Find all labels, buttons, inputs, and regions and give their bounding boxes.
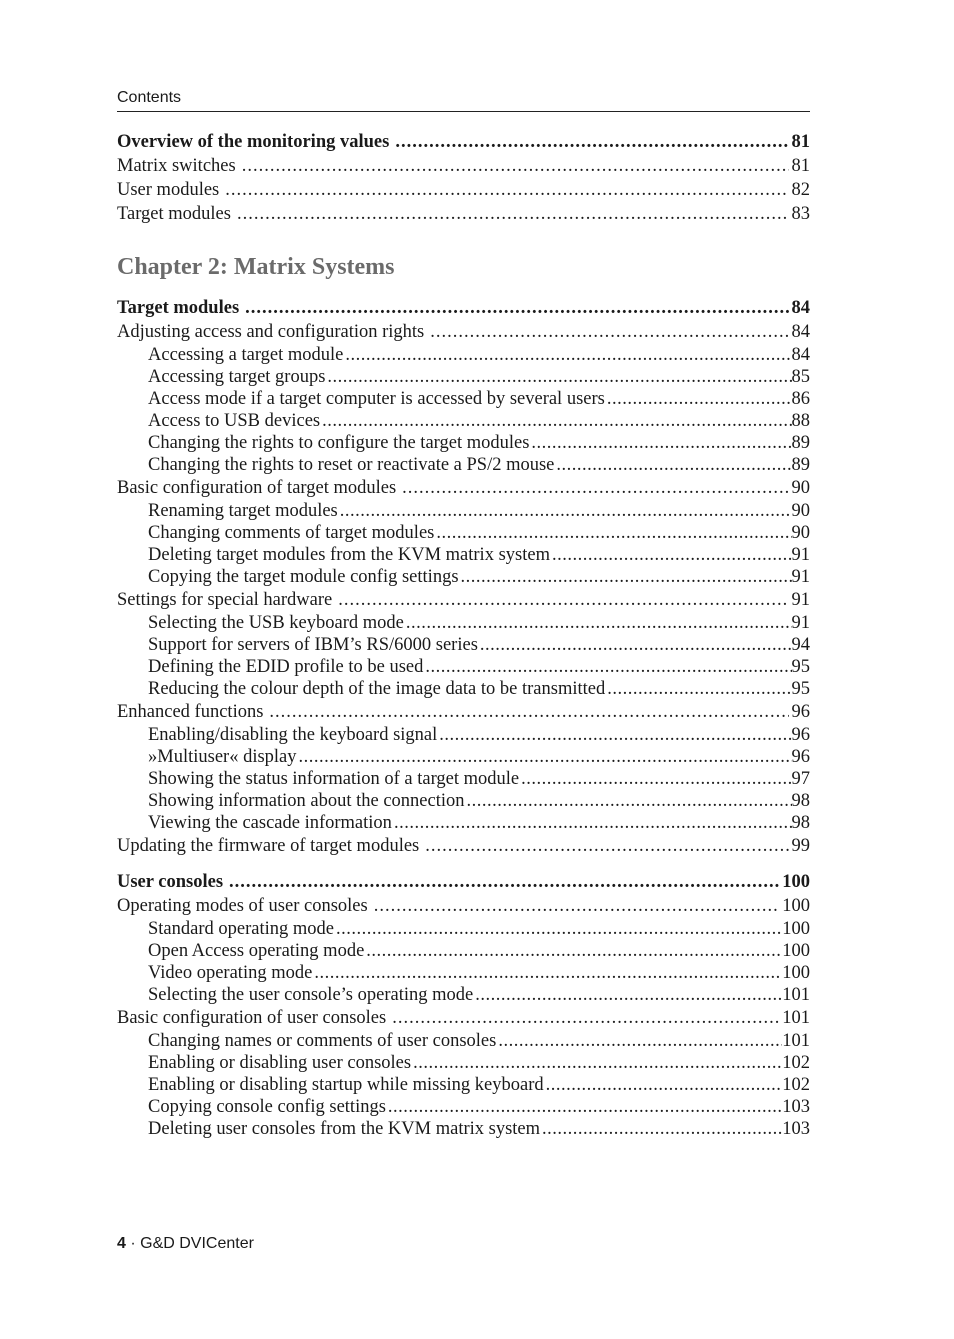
toc-entry-title: Showing information about the connection xyxy=(148,791,465,811)
toc-entry-title: Viewing the cascade information xyxy=(148,813,392,833)
toc-entry-title: Changing names or comments of user consoles xyxy=(148,1031,497,1051)
toc-entry[interactable] xyxy=(117,700,810,724)
toc-page-number: 103 xyxy=(782,1097,810,1117)
toc-page-number: 98 xyxy=(791,813,810,833)
dot-leader xyxy=(531,432,791,454)
toc-page-number: 90 xyxy=(791,523,810,543)
dot-leader xyxy=(229,870,779,894)
dot-leader xyxy=(406,612,792,634)
toc-entry-title: Changing the rights to reset or reactivate a PS/2 mouse xyxy=(148,455,555,475)
dot-leader xyxy=(394,812,792,834)
dot-leader xyxy=(436,522,791,544)
toc-entry[interactable] xyxy=(117,130,810,154)
toc-subentry[interactable] xyxy=(117,344,810,366)
dot-leader xyxy=(430,320,788,344)
toc-entry-title: Overview of the monitoring values xyxy=(117,132,390,152)
toc-page-number: 100 xyxy=(782,963,810,983)
toc-page-number: 90 xyxy=(791,478,810,498)
toc-entry[interactable] xyxy=(117,154,810,178)
toc-subentry[interactable] xyxy=(117,1118,810,1140)
toc-subentry[interactable] xyxy=(117,500,810,522)
dot-leader xyxy=(392,1006,779,1030)
toc-page-number: 83 xyxy=(791,204,810,224)
dot-leader xyxy=(269,700,788,724)
toc-subentry[interactable] xyxy=(117,1096,810,1118)
dot-leader xyxy=(388,1096,782,1118)
toc-subentry[interactable] xyxy=(117,724,810,746)
toc-page-number: 86 xyxy=(791,389,810,409)
toc-subentry[interactable] xyxy=(117,544,810,566)
toc-page-number: 81 xyxy=(791,132,810,152)
toc-entry[interactable] xyxy=(117,296,810,320)
toc-page-number: 100 xyxy=(782,919,810,939)
toc-entry-title: Adjusting access and configuration rights xyxy=(117,322,425,342)
toc-subentry[interactable] xyxy=(117,678,810,700)
dot-leader xyxy=(245,296,788,320)
toc-entry-title: Standard operating mode xyxy=(148,919,334,939)
toc-subentry[interactable] xyxy=(117,522,810,544)
dot-leader xyxy=(413,1052,782,1074)
toc-subentry[interactable] xyxy=(117,388,810,410)
dot-leader xyxy=(338,588,788,612)
toc-page-number: 94 xyxy=(791,635,810,655)
toc-entry[interactable] xyxy=(117,834,810,858)
toc-subentry[interactable] xyxy=(117,812,810,834)
toc-subentry[interactable] xyxy=(117,1030,810,1052)
dot-leader xyxy=(322,410,791,432)
toc-subentry[interactable] xyxy=(117,566,810,588)
toc-entry-title: Defining the EDID profile to be used xyxy=(148,657,424,677)
dot-leader xyxy=(439,724,791,746)
toc-page-number: 96 xyxy=(791,725,810,745)
toc-entry-title: User consoles xyxy=(117,872,224,892)
toc-page-number: 91 xyxy=(791,613,810,633)
dot-leader xyxy=(607,388,792,410)
dot-leader xyxy=(340,500,792,522)
toc-page-number: 81 xyxy=(791,156,810,176)
toc-entry-title: Matrix switches xyxy=(117,156,236,176)
toc-subentry[interactable] xyxy=(117,1052,810,1074)
toc-page-number: 91 xyxy=(791,545,810,565)
toc-entry-title: Enabling/disabling the keyboard signal xyxy=(148,725,438,745)
toc-entry-title: Changing the rights to configure the target modules xyxy=(148,433,530,453)
toc-page-number: 89 xyxy=(791,455,810,475)
toc-entry-title: Reducing the colour depth of the image data to be transmitted xyxy=(148,679,606,699)
toc-entry[interactable] xyxy=(117,870,810,894)
toc-subentry[interactable] xyxy=(117,656,810,678)
toc-subentry[interactable] xyxy=(117,940,810,962)
toc-page-number: 82 xyxy=(791,180,810,200)
toc-entry-title: Access to USB devices xyxy=(148,411,321,431)
toc-page-number: 102 xyxy=(782,1053,810,1073)
toc-entry-title: Updating the firmware of target modules xyxy=(117,836,420,856)
toc-entry-title: Accessing a target module xyxy=(148,345,344,365)
toc-page-number: 101 xyxy=(782,1008,810,1028)
toc-page-number: 85 xyxy=(791,367,810,387)
toc-entry-title: Access mode if a target computer is accessed by several users xyxy=(148,389,605,409)
toc-entry-title: »Multiuser« display xyxy=(148,747,297,767)
toc-entry-title: Open Access operating mode xyxy=(148,941,365,961)
toc-subentry[interactable] xyxy=(117,410,810,432)
toc-entry-title: Video operating mode xyxy=(148,963,313,983)
toc-entry-title: Basic configuration of target modules xyxy=(117,478,397,498)
dot-leader xyxy=(242,154,789,178)
dot-leader xyxy=(237,202,789,226)
toc-subentry[interactable] xyxy=(117,746,810,768)
toc-spacer xyxy=(117,858,810,870)
dot-leader xyxy=(521,768,791,790)
toc-page-number: 95 xyxy=(791,679,810,699)
dot-leader xyxy=(299,746,792,768)
toc-page-number: 84 xyxy=(791,298,810,318)
toc-entry-title: Support for servers of IBM’s RS/6000 series xyxy=(148,635,478,655)
dot-leader xyxy=(345,344,791,366)
toc-entry-title: Enabling or disabling startup while missing keyboard xyxy=(148,1075,544,1095)
dot-leader xyxy=(374,894,780,918)
toc-page-number: 101 xyxy=(782,1031,810,1051)
footer-product-name: G&D DVICenter xyxy=(140,1235,254,1252)
toc-entry-title: Accessing target groups xyxy=(148,367,326,387)
toc-entry[interactable] xyxy=(117,476,810,500)
toc-page-number: 91 xyxy=(791,567,810,587)
toc-page-number: 88 xyxy=(791,411,810,431)
toc-page-number: 99 xyxy=(791,836,810,856)
toc-entry[interactable] xyxy=(117,202,810,226)
dot-leader xyxy=(225,178,788,202)
footer-separator: · xyxy=(125,1235,141,1252)
toc-subentry[interactable] xyxy=(117,918,810,940)
dot-leader xyxy=(552,544,792,566)
toc-subentry[interactable] xyxy=(117,634,810,656)
toc-subentry[interactable] xyxy=(117,1074,810,1096)
toc-subentry[interactable] xyxy=(117,454,810,476)
toc-page-number: 102 xyxy=(782,1075,810,1095)
toc-entry[interactable] xyxy=(117,588,810,612)
running-header: Contents xyxy=(117,89,810,112)
toc-entry-title: Copying console config settings xyxy=(148,1097,386,1117)
toc-entry-title: Showing the status information of a target module xyxy=(148,769,520,789)
dot-leader xyxy=(402,476,788,500)
dot-leader xyxy=(461,566,792,588)
dot-leader xyxy=(475,984,782,1006)
toc-page-number: 89 xyxy=(791,433,810,453)
toc-page-number: 96 xyxy=(791,747,810,767)
toc-entry-title: Target modules xyxy=(117,204,231,224)
toc-entry[interactable] xyxy=(117,178,810,202)
toc-page-number: 100 xyxy=(782,941,810,961)
toc-entry-title: Basic configuration of user consoles xyxy=(117,1008,387,1028)
toc-page-number: 91 xyxy=(791,590,810,610)
dot-leader xyxy=(480,634,792,656)
toc-subentry[interactable] xyxy=(117,612,810,634)
toc-page-number: 84 xyxy=(791,345,810,365)
toc-subentry[interactable] xyxy=(117,962,810,984)
dot-leader xyxy=(467,790,792,812)
toc-page-number: 101 xyxy=(782,985,810,1005)
toc-subentry[interactable] xyxy=(117,984,810,1006)
toc-entry-title: Copying the target module config settings xyxy=(148,567,459,587)
toc-entry-title: Enabling or disabling user consoles xyxy=(148,1053,412,1073)
toc-subentry[interactable] xyxy=(117,432,810,454)
toc-entry-title: Changing comments of target modules xyxy=(148,523,435,543)
dot-leader xyxy=(395,130,788,154)
toc-entry-title: Settings for special hardware xyxy=(117,590,333,610)
dot-leader xyxy=(327,366,791,388)
toc-entry-title: Target modules xyxy=(117,298,240,318)
toc-entry[interactable] xyxy=(117,320,810,344)
dot-leader xyxy=(425,656,791,678)
toc-entry-title: Selecting the USB keyboard mode xyxy=(148,613,404,633)
toc-subentry[interactable] xyxy=(117,768,810,790)
dot-leader xyxy=(498,1030,782,1052)
toc-subentry[interactable] xyxy=(117,790,810,812)
dot-leader xyxy=(542,1118,782,1140)
chapter-heading: Chapter 2: Matrix Systems xyxy=(117,254,395,280)
toc-page-number: 90 xyxy=(791,501,810,521)
toc-entry-title: Deleting user consoles from the KVM matrix system xyxy=(148,1119,541,1139)
toc-page-number: 95 xyxy=(791,657,810,677)
toc-entry[interactable] xyxy=(117,1006,810,1030)
toc-entry[interactable] xyxy=(117,894,810,918)
dot-leader xyxy=(314,962,782,984)
toc-page-number: 100 xyxy=(782,896,810,916)
toc-page-number: 96 xyxy=(791,702,810,722)
toc-page-number: 100 xyxy=(782,872,810,892)
toc-entry-title: Renaming target modules xyxy=(148,501,338,521)
table-of-contents xyxy=(117,130,810,1140)
toc-page-number: 98 xyxy=(791,791,810,811)
toc-page-number: 103 xyxy=(782,1119,810,1139)
toc-entry-title: Enhanced functions xyxy=(117,702,264,722)
toc-page-number: 97 xyxy=(791,769,810,789)
dot-leader xyxy=(425,834,788,858)
page-footer xyxy=(117,1235,254,1253)
toc-entry-title: User modules xyxy=(117,180,220,200)
footer-page-number: 4 xyxy=(117,1235,126,1252)
dot-leader xyxy=(556,454,791,476)
dot-leader xyxy=(546,1074,783,1096)
toc-entry-title: Selecting the user console’s operating mode xyxy=(148,985,474,1005)
dot-leader xyxy=(366,940,782,962)
toc-page-number: 84 xyxy=(791,322,810,342)
dot-leader xyxy=(607,678,791,700)
toc-subentry[interactable] xyxy=(117,366,810,388)
dot-leader xyxy=(336,918,782,940)
toc-entry-title: Operating modes of user consoles xyxy=(117,896,368,916)
toc-entry-title: Deleting target modules from the KVM matrix system xyxy=(148,545,550,565)
